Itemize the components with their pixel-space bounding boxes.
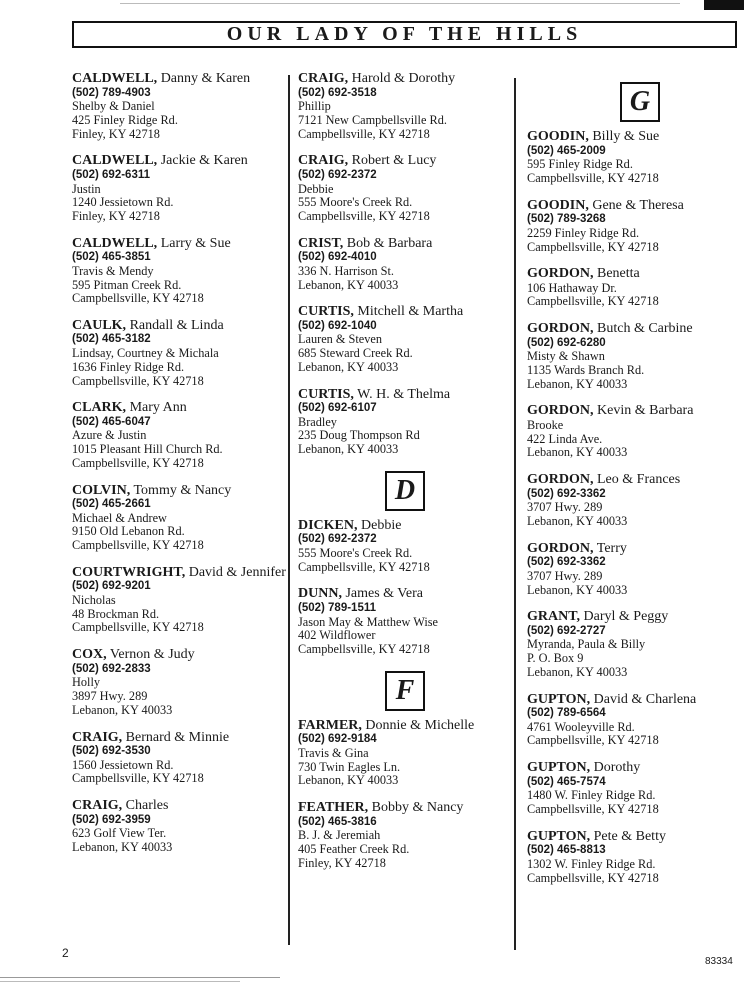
entry-line: Travis & Mendy <box>72 263 154 278</box>
entry-name <box>527 322 741 337</box>
directory-entry <box>527 322 741 391</box>
entry-line: Lebanon, KY 40033 <box>72 702 173 717</box>
entry-name <box>72 401 286 416</box>
entry-line: Bradley <box>298 414 337 429</box>
entry-line: Travis & Gina <box>298 745 369 760</box>
directory-entry <box>72 648 286 717</box>
directory-entry <box>72 237 286 306</box>
entry-line: 1480 W. Finley Ridge Rd. <box>527 788 656 803</box>
entry-surname: GORDON, <box>527 540 594 556</box>
entry-line: Finley, KY 42718 <box>72 208 160 223</box>
entry-given-names: Tommy & Nancy <box>133 482 232 498</box>
entry-phone: (502) 692-3362 <box>527 556 606 569</box>
entry-name <box>72 319 286 334</box>
entry-phone: (502) 692-3518 <box>298 86 377 99</box>
directory-entry <box>298 388 512 457</box>
entry-given-names: Benetta <box>597 266 640 282</box>
entry-phone: (502) 465-8813 <box>527 844 606 857</box>
entry-phone: (502) 692-2727 <box>527 624 606 637</box>
entry-line: 422 Linda Ave. <box>527 431 603 446</box>
directory-entry <box>527 693 741 749</box>
entry-given-names: Billy & Sue <box>592 129 660 144</box>
entry-given-names: Dorothy <box>593 760 641 776</box>
entry-line: Campbellsville, KY 42718 <box>527 239 659 254</box>
entry-line: Lebanon, KY 40033 <box>298 277 399 292</box>
entry-line: 4761 Wooleyville Rd. <box>527 719 635 734</box>
page-title: OUR LADY OF THE HILLS <box>226 23 583 45</box>
entry-given-names: Debbie <box>361 517 402 533</box>
directory-entry <box>72 566 286 635</box>
section-letter-g: G <box>620 82 660 122</box>
entry-line: 1240 Jessietown Rd. <box>72 195 174 210</box>
entry-line: Campbellsville, KY 42718 <box>72 620 204 635</box>
entry-line: Campbellsville, KY 42718 <box>527 733 659 748</box>
entry-given-names: Kevin & Barbara <box>597 403 694 419</box>
entry-phone: (502) 789-1511 <box>298 601 377 614</box>
entry-given-names: Bob & Barbara <box>346 235 433 251</box>
scan-corner-mark <box>704 0 744 10</box>
entry-name <box>298 237 512 252</box>
entry-line: 7121 New Campbellsville Rd. <box>298 112 447 127</box>
entry-line: Campbellsville, KY 42718 <box>72 291 204 306</box>
entry-line: Lebanon, KY 40033 <box>527 445 628 460</box>
entry-given-names: Charles <box>125 798 169 814</box>
directory-entry <box>72 72 286 141</box>
entry-given-names: James & Vera <box>345 586 423 602</box>
directory-column-1 <box>72 72 286 855</box>
entry-line: Brooke <box>527 417 564 432</box>
entry-surname: COLVIN, <box>72 482 131 498</box>
directory-entry <box>298 519 512 575</box>
entry-line: Finley, KY 42718 <box>298 855 386 870</box>
entry-surname: CRAIG, <box>72 729 123 745</box>
entry-surname: FARMER, <box>298 717 362 733</box>
entry-line: Myranda, Paula & Billy <box>527 637 646 652</box>
entry-name <box>298 719 512 734</box>
entry-line: 555 Moore's Creek Rd. <box>298 195 413 210</box>
entry-line: 685 Steward Creek Rd. <box>298 346 413 361</box>
entry-surname: CALDWELL, <box>72 153 158 169</box>
entry-line: Lebanon, KY 40033 <box>527 582 628 597</box>
entry-name <box>298 305 512 320</box>
entry-line: 235 Doug Thompson Rd <box>298 428 420 443</box>
entry-surname: CRIST, <box>298 235 344 251</box>
page-header-box <box>72 21 737 48</box>
entry-line: B. J. & Jeremiah <box>298 828 381 843</box>
entry-surname: GRANT, <box>527 609 581 625</box>
directory-entry <box>527 199 741 255</box>
directory-column-2 <box>298 72 512 870</box>
directory-entry <box>298 587 512 656</box>
directory-entry <box>298 237 512 293</box>
entry-name <box>527 830 741 845</box>
entry-phone: (502) 465-6047 <box>72 415 151 428</box>
entry-given-names: Donnie & Michelle <box>365 717 475 733</box>
entry-name <box>72 237 286 252</box>
entry-given-names: Butch & Carbine <box>597 321 693 337</box>
entry-name <box>527 610 741 625</box>
entry-surname: FEATHER, <box>298 800 369 816</box>
entry-line: Lebanon, KY 40033 <box>527 513 628 528</box>
directory-entry <box>527 542 741 598</box>
entry-line: Lebanon, KY 40033 <box>298 442 399 457</box>
entry-surname: CURTIS, <box>298 386 354 402</box>
directory-entry <box>72 731 286 787</box>
entry-line: 425 Finley Ridge Rd. <box>72 112 178 127</box>
entry-surname: DICKEN, <box>298 517 358 533</box>
entry-line: 106 Hathaway Dr. <box>527 280 617 295</box>
entry-surname: GUPTON, <box>527 760 591 776</box>
entry-line: Lebanon, KY 40033 <box>298 773 399 788</box>
entry-given-names: Daryl & Peggy <box>583 609 669 625</box>
entry-line: Lebanon, KY 40033 <box>72 840 173 855</box>
section-letter-f: F <box>385 671 425 711</box>
directory-entry <box>298 305 512 374</box>
entry-line: Campbellsville, KY 42718 <box>72 373 204 388</box>
entry-surname: GOODIN, <box>527 129 589 144</box>
entry-phone: (502) 692-2372 <box>298 168 377 181</box>
entry-given-names: Mitchell & Martha <box>357 304 464 320</box>
entry-phone: (502) 465-3816 <box>298 815 377 828</box>
entry-given-names: Vernon & Judy <box>109 647 195 663</box>
column-rule-right <box>514 78 516 950</box>
entry-phone: (502) 465-3182 <box>72 333 151 346</box>
entry-line: Campbellsville, KY 42718 <box>298 642 430 657</box>
entry-surname: CALDWELL, <box>72 235 158 251</box>
entry-line: Michael & Andrew <box>72 510 167 525</box>
entry-surname: CRAIG, <box>298 153 349 169</box>
entry-surname: GOODIN, <box>527 197 589 213</box>
entry-line: Holly <box>72 675 101 690</box>
entry-line: 48 Brockman Rd. <box>72 606 160 621</box>
entry-line: Misty & Shawn <box>527 349 605 364</box>
entry-line: Jason May & Matthew Wise <box>298 614 438 629</box>
entry-line: Lauren & Steven <box>298 332 383 347</box>
directory-entry <box>72 154 286 223</box>
entry-phone: (502) 692-9201 <box>72 580 151 593</box>
entry-line: Shelby & Daniel <box>72 99 155 114</box>
entry-line: Campbellsville, KY 42718 <box>72 538 204 553</box>
directory-entry <box>72 319 286 388</box>
entry-given-names: Danny & Karen <box>160 71 251 86</box>
directory-entry <box>298 72 512 141</box>
scan-bottom-line <box>0 977 280 978</box>
entry-name <box>527 199 741 214</box>
entry-given-names: David & Jennifer <box>188 564 286 580</box>
entry-line: 623 Golf View Ter. <box>72 826 167 841</box>
entry-given-names: Gene & Theresa <box>592 197 684 213</box>
entry-surname: GORDON, <box>527 403 594 419</box>
scan-top-line <box>120 3 680 4</box>
entry-given-names: David & Charlena <box>593 691 697 707</box>
entry-name <box>72 731 286 746</box>
entry-given-names: Pete & Betty <box>593 828 666 844</box>
entry-surname: CAULK, <box>72 317 127 333</box>
entry-surname: CALDWELL, <box>72 71 158 86</box>
entry-line: Nicholas <box>72 593 116 608</box>
entry-line: Lebanon, KY 40033 <box>527 664 628 679</box>
entry-line: 1560 Jessietown Rd. <box>72 757 174 772</box>
entry-phone: (502) 789-3268 <box>527 213 606 226</box>
entry-line: Justin <box>72 181 101 196</box>
entry-name <box>298 587 512 602</box>
entry-line: 405 Feather Creek Rd. <box>298 842 410 856</box>
entry-line: 3707 Hwy. 289 <box>527 568 603 583</box>
entry-surname: GUPTON, <box>527 691 591 707</box>
directory-entry <box>527 610 741 679</box>
entry-given-names: Bernard & Minnie <box>125 729 230 745</box>
entry-phone: (502) 465-2661 <box>72 498 151 511</box>
entry-given-names: Mary Ann <box>129 400 187 416</box>
directory-entry <box>72 484 286 553</box>
entry-line: Campbellsville, KY 42718 <box>527 802 659 817</box>
entry-line: Debbie <box>298 181 334 196</box>
entry-given-names: W. H. & Thelma <box>357 386 451 402</box>
entry-surname: COURTWRIGHT, <box>72 564 186 580</box>
entry-line: Lebanon, KY 40033 <box>527 376 628 391</box>
entry-line: Lebanon, KY 40033 <box>298 359 399 374</box>
entry-line: 1135 Wards Branch Rd. <box>527 363 645 378</box>
entry-surname: GORDON, <box>527 321 594 337</box>
entry-line: 555 Moore's Creek Rd. <box>298 546 413 561</box>
entry-phone: (502) 465-7574 <box>527 775 606 788</box>
directory-entry <box>527 761 741 817</box>
entry-surname: DUNN, <box>298 586 342 602</box>
entry-given-names: Robert & Lucy <box>351 153 437 169</box>
entry-line: 2259 Finley Ridge Rd. <box>527 225 640 240</box>
scan-bottom-line <box>0 981 240 982</box>
entry-line: 1015 Pleasant Hill Church Rd. <box>72 442 223 457</box>
entry-surname: CLARK, <box>72 400 127 416</box>
entry-name <box>298 388 512 403</box>
entry-phone: (502) 465-3851 <box>72 251 151 264</box>
entry-phone: (502) 789-6564 <box>527 707 606 720</box>
entry-name <box>527 404 741 419</box>
entry-phone: (502) 692-6107 <box>298 402 377 415</box>
entry-phone: (502) 692-9184 <box>298 733 377 746</box>
directory-entry <box>527 267 741 309</box>
entry-line: 1302 W. Finley Ridge Rd. <box>527 857 656 871</box>
directory-entry <box>527 130 741 186</box>
entry-surname: GORDON, <box>527 472 594 488</box>
entry-line: Campbellsville, KY 42718 <box>298 559 430 574</box>
entry-name <box>72 648 286 663</box>
column-rule-left <box>288 75 290 945</box>
entry-name <box>527 761 741 776</box>
directory-entry <box>298 801 512 870</box>
entry-surname: CRAIG, <box>298 71 349 86</box>
entry-line: Campbellsville, KY 42718 <box>527 170 659 185</box>
entry-line: Phillip <box>298 99 331 114</box>
section-letter-d: D <box>385 471 425 511</box>
entry-phone: (502) 789-4903 <box>72 86 151 99</box>
entry-name <box>72 72 286 87</box>
entry-name <box>298 72 512 87</box>
entry-line: 3897 Hwy. 289 <box>72 689 148 704</box>
entry-phone: (502) 692-4010 <box>298 251 377 264</box>
entry-line: 730 Twin Eagles Ln. <box>298 759 401 774</box>
directory-entry <box>527 404 741 460</box>
entry-name <box>72 484 286 499</box>
entry-line: Campbellsville, KY 42718 <box>72 455 204 470</box>
entry-line: Azure & Justin <box>72 428 147 443</box>
entry-given-names: Leo & Frances <box>597 472 681 488</box>
document-code: 83334 <box>705 956 733 967</box>
entry-name <box>72 154 286 169</box>
entry-given-names: Harold & Dorothy <box>351 71 456 86</box>
entry-given-names: Randall & Linda <box>129 317 224 333</box>
entry-name <box>527 473 741 488</box>
entry-given-names: Bobby & Nancy <box>371 800 464 816</box>
entry-line: P. O. Box 9 <box>527 651 584 666</box>
entry-name <box>72 566 286 581</box>
entry-name <box>527 130 741 145</box>
entry-phone: (502) 692-6311 <box>72 168 151 181</box>
directory-entry <box>298 154 512 223</box>
entry-surname: COX, <box>72 647 107 663</box>
entry-line: Campbellsville, KY 42718 <box>298 126 430 141</box>
entry-line: Campbellsville, KY 42718 <box>527 870 659 885</box>
directory-entry <box>527 473 741 529</box>
entry-phone: (502) 692-1040 <box>298 319 377 332</box>
directory-column-3 <box>527 72 741 885</box>
entry-surname: CRAIG, <box>72 798 123 814</box>
entry-given-names: Larry & Sue <box>160 235 231 251</box>
entry-line: 3707 Hwy. 289 <box>527 500 603 515</box>
entry-name <box>298 154 512 169</box>
entry-line: 9150 Old Lebanon Rd. <box>72 524 185 539</box>
entry-surname: CURTIS, <box>298 304 354 320</box>
entry-surname: GUPTON, <box>527 828 591 844</box>
entry-line: 1636 Finley Ridge Rd. <box>72 359 185 374</box>
entry-phone: (502) 692-6280 <box>527 336 606 349</box>
entry-phone: (502) 692-3362 <box>527 487 606 500</box>
directory-entry <box>527 830 741 886</box>
entry-line: 402 Wildflower <box>298 628 376 643</box>
entry-line: 336 N. Harrison St. <box>298 263 394 278</box>
entry-line: 595 Finley Ridge Rd. <box>527 157 633 172</box>
entry-surname: GORDON, <box>527 266 594 282</box>
entry-name <box>298 801 512 816</box>
entry-name <box>527 267 741 282</box>
entry-phone: (502) 692-3530 <box>72 745 151 757</box>
entry-given-names: Jackie & Karen <box>160 153 248 169</box>
entry-line: Campbellsville, KY 42718 <box>298 208 430 223</box>
page-number: 2 <box>62 946 69 960</box>
directory-entry <box>72 799 286 855</box>
entry-line: 595 Pitman Creek Rd. <box>72 277 182 292</box>
entry-line: Lindsay, Courtney & Michala <box>72 346 219 361</box>
entry-phone: (502) 692-2372 <box>298 533 377 546</box>
entry-phone: (502) 692-3959 <box>72 813 151 826</box>
entry-name <box>72 799 286 814</box>
directory-entry <box>72 401 286 470</box>
entry-phone: (502) 465-2009 <box>527 144 606 157</box>
entry-given-names: Terry <box>596 540 627 556</box>
entry-line: Campbellsville, KY 42718 <box>527 294 659 309</box>
entry-name <box>298 519 512 534</box>
entry-line: Finley, KY 42718 <box>72 126 160 141</box>
directory-entry <box>298 719 512 788</box>
entry-phone: (502) 692-2833 <box>72 662 151 675</box>
entry-name <box>527 542 741 557</box>
entry-name <box>527 693 741 708</box>
entry-line: Campbellsville, KY 42718 <box>72 771 204 786</box>
